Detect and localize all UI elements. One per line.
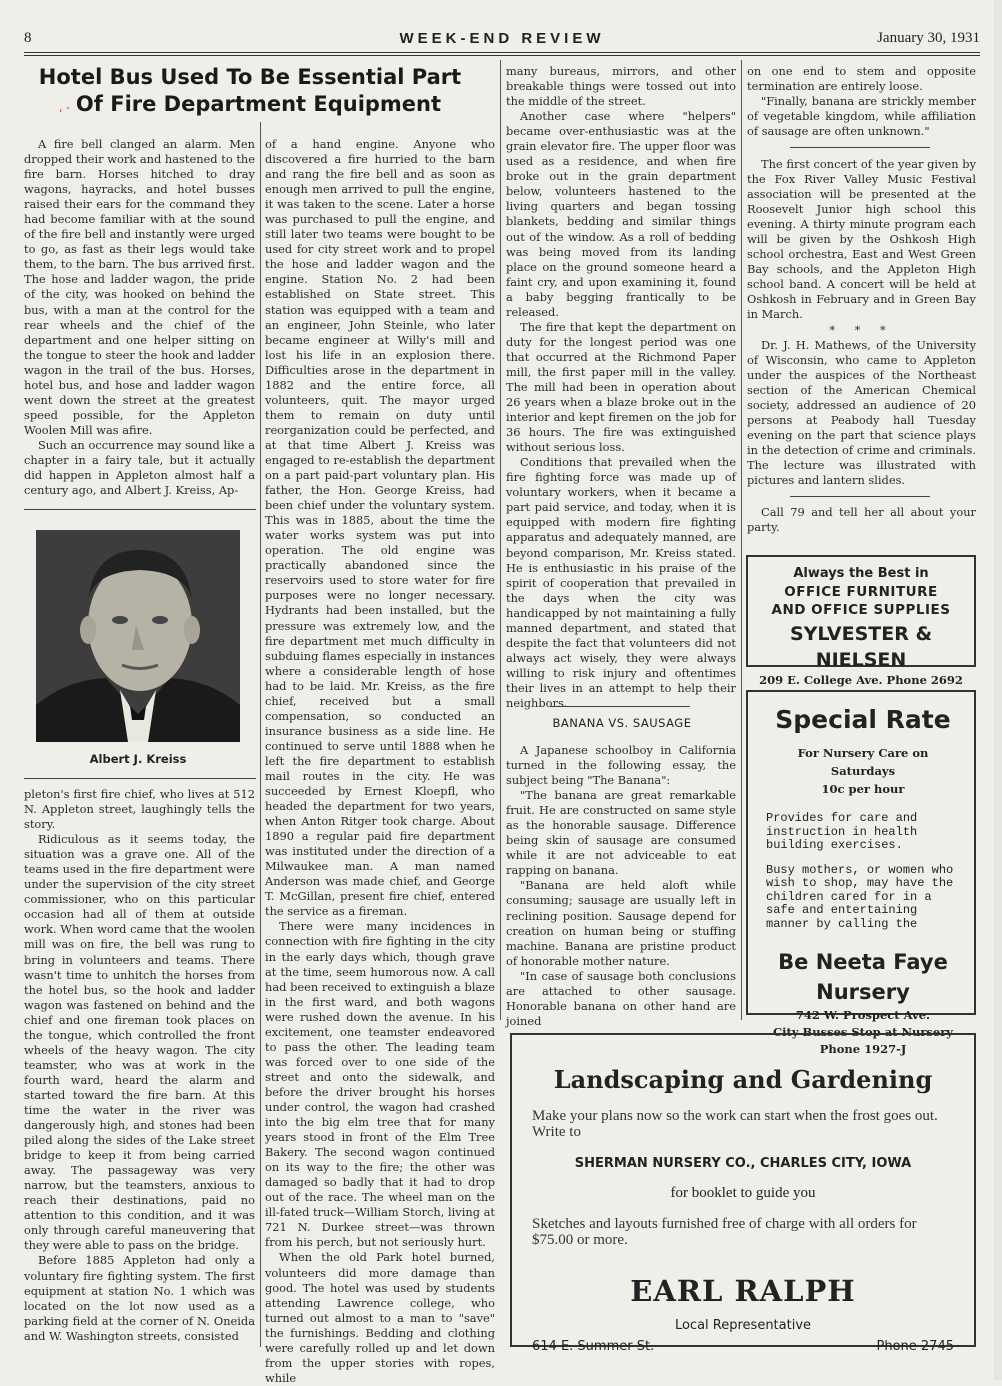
page-edge — [994, 0, 1002, 1380]
paragraph: The fire that kept the department on duty for the longest period was one that occurred at the Richmond Paper mill, the first paper mill in the valley. The mill had been in operation about 26 years when a blaze broke out in the interior and kept firemen on the job for 36 hours. The fire was extinguished without serious loss. — [506, 319, 736, 455]
ad-bus-note: City Busses Stop at Nursery — [773, 1025, 953, 1039]
article-column-1-bottom — [24, 787, 255, 1344]
ad-booklet: for booklet to guide you — [670, 1185, 816, 1201]
article-headline — [28, 64, 472, 121]
section-rule — [790, 496, 930, 497]
headline-line-2-text: Of Fire Department Equipment — [75, 92, 442, 116]
ad-rate: 10c per hour — [821, 782, 905, 796]
publication-name: WEEK-END REVIEW — [399, 30, 605, 47]
headline-line-2 — [28, 91, 472, 121]
section-rule — [550, 706, 690, 707]
paragraph: When the old Park hotel burned, volunteers did more damage than good. The hotel was used by students attending Lawrence college, who turned out almost to a man to "save" the furnishings. Bedding and clothing were carefully rolled up and let down from the upper stories with ropes, while — [265, 1250, 495, 1385]
ad-company-name: SYLVESTER & NIELSEN — [789, 623, 933, 671]
page-header — [24, 28, 980, 50]
office-furniture-ad — [746, 555, 976, 687]
paragraph: There were many incidences in connection with fire fighting in the city in the early days which, though grave at the time, seem humorous now. A call had been received to extinguish a blaze in the first ward, and both wagons were rushed down the avenue. In his excitement, one teamster endeavored to pass the other. The leading team was forced over to one side of the street and onto the sidewalk, and before the driver brought his horses under control, the wagon had crashed into the big elm tree that for many years stood in front of the Elm Tree Bakery. The second wagon continued on its way to the fire; the other was damaged so badly that it had to drop out of the race. The wheel man on the ill-fated truck—William Storch, living at 721 N. Durkee street—was thrown from his perch, but not seriously hurt. — [265, 919, 495, 1250]
page-number: 8 — [24, 30, 32, 46]
call-notice — [747, 505, 976, 535]
paragraph: "Finally, banana are strickly member of vegetable kingdom, while affiliation of sausage are often unknown." — [747, 94, 976, 139]
section-rule — [790, 147, 930, 148]
concert-notice — [747, 157, 976, 488]
paragraph: "The banana are great remarkable fruit. He are constructed on same style as the honorable sausage. Difference being skin of sausage are consumed while it are not adviceable to eat rapping on banana. — [506, 788, 736, 878]
nursery-ad — [746, 690, 976, 1056]
header-rule — [24, 52, 980, 53]
article-column-2 — [265, 137, 495, 1386]
paragraph: A Japanese schoolboy in California turned in the following essay, the subject being "The Banana": — [506, 743, 736, 788]
column-4-text — [747, 64, 976, 139]
printer-mark: , - — [58, 101, 70, 114]
ad-body: Provides for care and instruction in health building exercises. — [766, 811, 918, 852]
ad-line: AND OFFICE SUPPLIES — [771, 602, 951, 618]
ad-address: 742 W. Prospect Ave. — [795, 1008, 931, 1022]
photo-rule-top — [24, 509, 256, 510]
ad-footer — [532, 1339, 954, 1357]
ad-rep-title: Local Representative — [674, 1318, 812, 1333]
paragraph: The first concert of the year given by the Fox River Valley Music Festival association will be presented at the Roosevelt Junior high school this evening. A thirty minute program each will be given by the Oshkosh High school orchestra, East and West Green Bay schools, and the Appleton High school band. A concert will be held at Oshkosh in February and in Green Bay in March. — [747, 157, 976, 322]
ad-title: Special Rate — [775, 705, 951, 734]
ad-subtitle: For Nursery Care on Saturdays — [797, 746, 929, 778]
paragraph: Such an occurrence may sound like a chapter in a fairy tale, but it actually did happen in Appleton almost half a century ago, and Albert J. Kreiss, Ap- — [24, 437, 255, 498]
column-divider — [741, 60, 742, 1020]
paragraph: many bureaus, mirrors, and other breakable things were tossed out into the middle of the street. — [506, 64, 736, 109]
ad-address: 209 E. College Ave. Phone 2692 — [759, 673, 963, 687]
banana-headline: BANANA VS. SAUSAGE — [552, 716, 692, 730]
paragraph: Another case where "helpers" became over-enthusiastic was at the grain elevator fire. The upper floor was used as a residence, and when fire broke out in the grain department below, volunteers hastened to the living quarters and began tossing blankets, bedding and similar things out of the window. As a roll of bedding was being moved from its landing place on the ground someone heard a faint cry, and upon examining it, found a baby begging frantically to be released. — [506, 109, 736, 319]
article-column-1-top — [24, 137, 255, 498]
ad-line: Always the Best in — [793, 566, 929, 581]
paragraph: "In case of sausage both conclusions are attached to other sausage. Honorable banana on other hand are joined — [506, 968, 736, 1028]
photo-caption: Albert J. Kreiss — [89, 752, 187, 766]
ad-company: SHERMAN NURSERY CO., CHARLES CITY, IOWA — [574, 1156, 912, 1171]
paragraph: Before 1885 Appleton had only a voluntary fire fighting system. The first equipment at station No. 1 which was located on the lot now used as a parking field at the corner of N. Oneida and W. Washington streets, consisted — [24, 1253, 255, 1343]
issue-date: January 30, 1931 — [877, 30, 980, 46]
ad-body: Sketches and layouts furnished free of charge with all orders for $75.00 or more. — [532, 1216, 917, 1248]
paragraph: Dr. J. H. Mathews, of the University of Wisconsin, who came to Appleton under the auspices of the Northeast section of the American Chemical society, addressed an audience of 20 persons at Peabody hall Tuesday evening on the part that science plays in the detection of crime and criminals. The lecture was illustrated with pictures and lantern slides. — [747, 337, 976, 487]
ad-body: Make your plans now so the work can start when the frost goes out. Write to — [532, 1108, 938, 1140]
separator-stars: * * * — [829, 322, 894, 337]
ad-body: Busy mothers, or women who wish to shop, may have the children cared for in a safe and entertaining manner by calling the — [766, 862, 954, 931]
headline-line-1: Hotel Bus Used To Be Essential Part — [38, 65, 462, 89]
paragraph: Ridiculous as it seems today, the situation was a grave one. All of the teams used in the fire department were under the supervision of the city street commissioner, who on this particular occasion had all of them at outside work. When word came that the woolen mill was on fire, the bell was rung to bring in volunteers and teams. There wasn't time to unhitch the horses from the hotel bus, so the hook and ladder wagon was fastened on behind and the chief and one fireman took places on the tongue, which controlled the front wheels of the heavy wagon. The city teamster, who was at work in the fourth ward, heard the alarm and started toward the fire barn. At this time the water in the river was dangerously high, and stones had been piled along the sides of the Lake street bridge to keep it from being carried away. The passageway was very narrow, but the teamsters, anxious to reach their destinations, paid no attention to this condition, and it was only through careful maneuvering that they were able to pass on the bridge. — [24, 832, 255, 1253]
ad-address: 614 E. Summer St. — [532, 1339, 655, 1354]
ad-rep-name: EARL RALPH — [630, 1274, 856, 1308]
paragraph: on one end to stem and opposite termination are entirely loose. — [747, 64, 976, 94]
landscaping-ad — [510, 1033, 976, 1354]
ad-line: OFFICE FURNITURE — [784, 584, 938, 600]
article-column-3 — [506, 64, 736, 711]
column-divider — [260, 122, 261, 1347]
column-divider — [500, 60, 501, 1020]
paragraph: "Banana are held aloft while consuming; sausage are usually left in reclining position. Sausage depend for creation on human being or stuffing machine. Banana are pristine product of honorable mother nature. — [506, 878, 736, 968]
paragraph: Call 79 and tell her all about your party. — [747, 505, 976, 535]
paragraph: of a hand engine. Anyone who discovered a fire hurried to the barn and rang the fire bell and as soon as enough men arrived to pull the engine, it was taken to the scene. Later a horse was purchased to pull the engine, and still later two teams were bought to be used for city street work and to propel the hose and ladder wagon and the engine. Station No. 2 had been established on State street. This station was equipped with a team and an engineer, John Steinle, who later became engineer at Willy's mill and lost his life in an explosion there. Difficulties arose in the department in 1882 and the entire force, all volunteers, quit. The mayor urged them to remain on duty until reorganization could be perfected, and at that time Albert J. Kreiss was engaged to re-establish the department on a part paid-part voluntary plan. His father, the Hon. George Kreiss, had been chief under the voluntary system. This was in 1885, about the time the water works system was put into operation. The old engine was practically abandoned since the reservoirs used to store water for fire purposes were no longer necessary. Hydrants had been installed, but the pressure was extremely low, and the fire department met much difficulty in subduing flames especially in instances where a considerable length of hose had to be laid. Mr. Kreiss, as the fire chief, received but a small compensation, so conducted an insurance business as a side line. He continued to serve until 1888 when he left the fire department to establish mail routes in the city. He was succeeded by Ernest Kloepfl, who headed the department for two years, when Anton Ritger took charge. About 1890 a regular paid fire department was instituted under the direction of a Milwaukee man. A man named Anderson was made chief, and George T. McGillan, present fire chief, entered the service as a fireman. — [265, 137, 495, 919]
paragraph: Conditions that prevailed when the fire fighting force was made up of voluntary workers, when it became a part paid service, and today, when it is equipped with modern fire fighting apparatus and adequately manned, are beyond comparison, Mr. Kreiss stated. He is enthusiastic in his praise of the spirit of cooperation that prevailed in the days when the city was handicapped by not maintaining a fully manned department, and stated that despite the fact that volunteers did not always act wisely, they were always willing to risk injury and oftentimes their lives in an attempt to help their neighbors. — [506, 455, 736, 710]
paragraph: pleton's first fire chief, who lives at 512 N. Appleton street, laughingly tells the story. — [24, 787, 255, 832]
ad-phone: Phone 1927-J — [819, 1042, 907, 1056]
header-rule-double — [24, 55, 980, 56]
paragraph: A fire bell clanged an alarm. Men dropped their work and hastened to the fire barn. Horses hitched to dray wagons, hayracks, and hotel busses raised their ears for the command they had become familiar with at the sound of the fire bell and instantly were urged to go, as fast as their legs would take them, to the barn. The bus arrived first. The hose and ladder wagon, the pride of the city, was hooked on behind the bus, with a man at the control for the rear wheels and the chief of the department and one helper sitting on the tongue to steer the hook and ladder wagon in the trail of the bus. Horses, hotel bus, and hose and ladder wagon went down the street at the greatest speed possible, for the Appleton Woolen Mill was afire. — [24, 137, 255, 437]
ad-business-name: Be Neeta Faye Nursery — [778, 950, 948, 1004]
portrait-photo — [36, 530, 240, 742]
ad-title: Landscaping and Gardening — [553, 1065, 933, 1094]
photo-rule-bottom — [24, 778, 256, 779]
ad-phone: Phone 2745 — [876, 1339, 954, 1354]
banana-essay — [506, 743, 736, 1029]
